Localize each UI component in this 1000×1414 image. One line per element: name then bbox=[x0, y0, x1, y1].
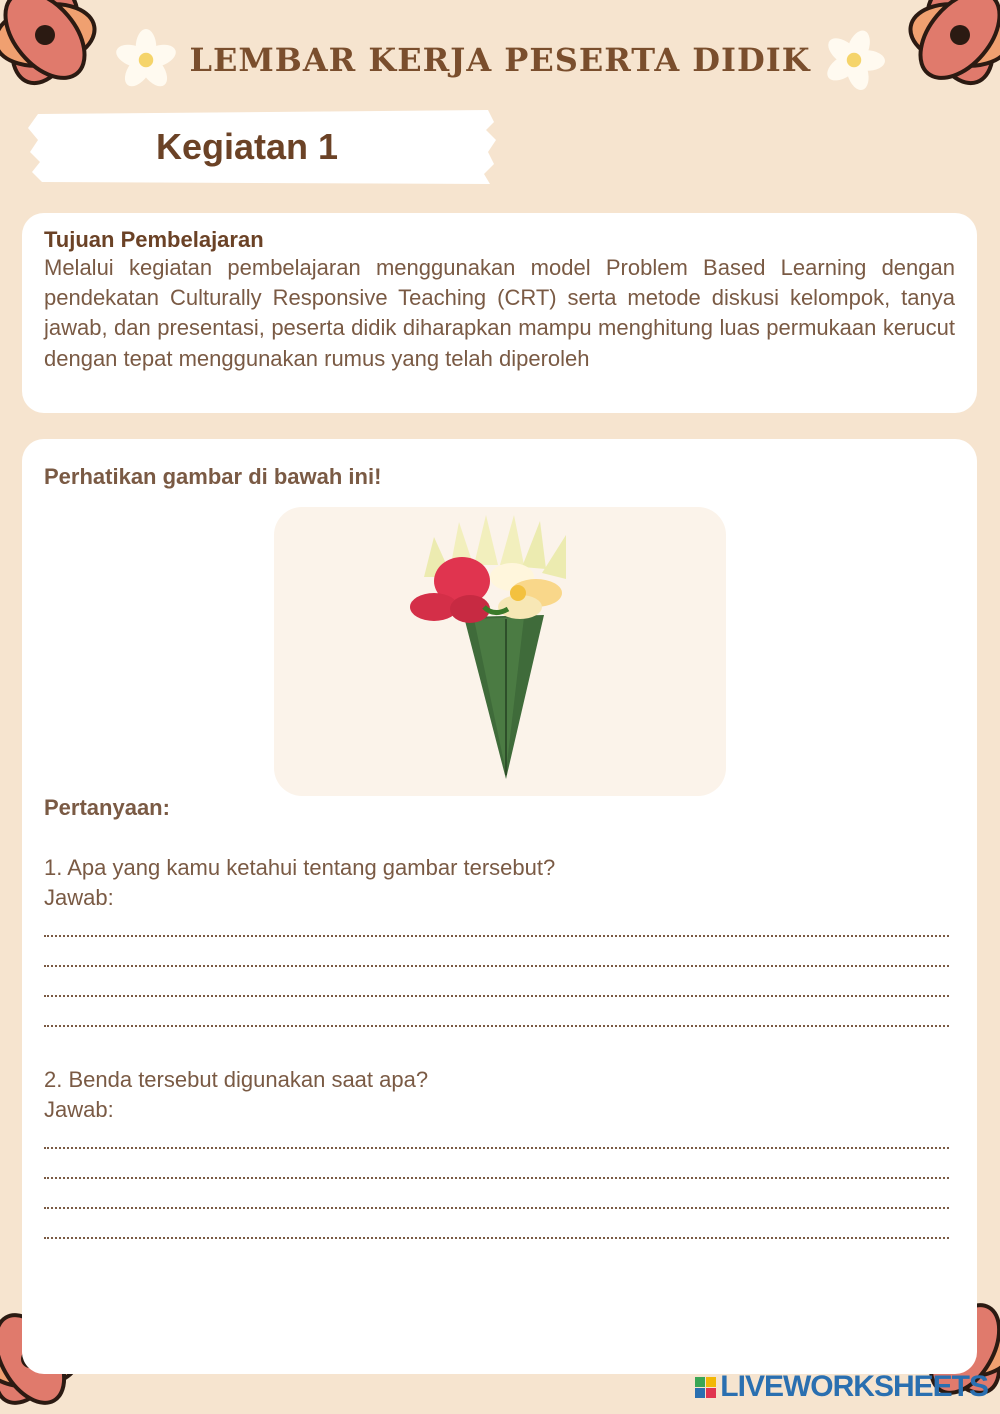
question-2-text: 2. Benda tersebut digunakan saat apa? bbox=[44, 1067, 429, 1092]
answer-line[interactable] bbox=[44, 1149, 949, 1179]
image-panel bbox=[274, 507, 726, 796]
answer-line[interactable] bbox=[44, 997, 949, 1027]
question-1-text: 1. Apa yang kamu ketahui tentang gambar tersebut? bbox=[44, 855, 556, 880]
learning-objective-card bbox=[22, 213, 977, 413]
answer-2-lines[interactable] bbox=[44, 1119, 949, 1239]
liveworksheets-logo bbox=[695, 1370, 988, 1404]
frangipani-icon bbox=[115, 29, 177, 91]
frangipani-icon bbox=[823, 29, 885, 91]
instruction-text: Perhatikan gambar di bawah ini! bbox=[44, 464, 382, 489]
answer-line[interactable] bbox=[44, 1179, 949, 1209]
answer-2-label: Jawab: bbox=[44, 1097, 114, 1122]
answer-1-lines[interactable] bbox=[44, 907, 949, 1027]
answer-line[interactable] bbox=[44, 1209, 949, 1239]
objective-text: Melalui kegiatan pembelajaran menggunakan model Problem Based Learning dengan pendekatan Culturally Responsive Teaching (CRT) serta metode diskusi kelompok, tanya jawab, dan presentasi, peserta didik diharapkan mampu menghitung luas permukaan kerucut dengan tepat menggunakan rumus yang telah diperoleh bbox=[44, 255, 955, 371]
activity-label: Kegiatan 1 bbox=[156, 126, 339, 167]
questions-heading: Pertanyaan: bbox=[44, 795, 170, 820]
page-title: LEMBAR KERJA PESERTA DIDIK bbox=[189, 41, 811, 79]
answer-line[interactable] bbox=[44, 1119, 949, 1149]
objective-title: Tujuan Pembelajaran bbox=[44, 227, 264, 252]
brand-name: LIVEWORKSHEETS bbox=[720, 1370, 988, 1403]
answer-line[interactable] bbox=[44, 967, 949, 997]
answer-1-label: Jawab: bbox=[44, 885, 114, 910]
answer-line[interactable] bbox=[44, 937, 949, 967]
worksheet-card bbox=[22, 439, 977, 1374]
canang-flower-cone-image bbox=[274, 507, 726, 796]
answer-line[interactable] bbox=[44, 907, 949, 937]
liveworksheets-icon bbox=[695, 1377, 716, 1398]
activity-banner bbox=[28, 108, 498, 188]
page-header bbox=[0, 30, 1000, 90]
